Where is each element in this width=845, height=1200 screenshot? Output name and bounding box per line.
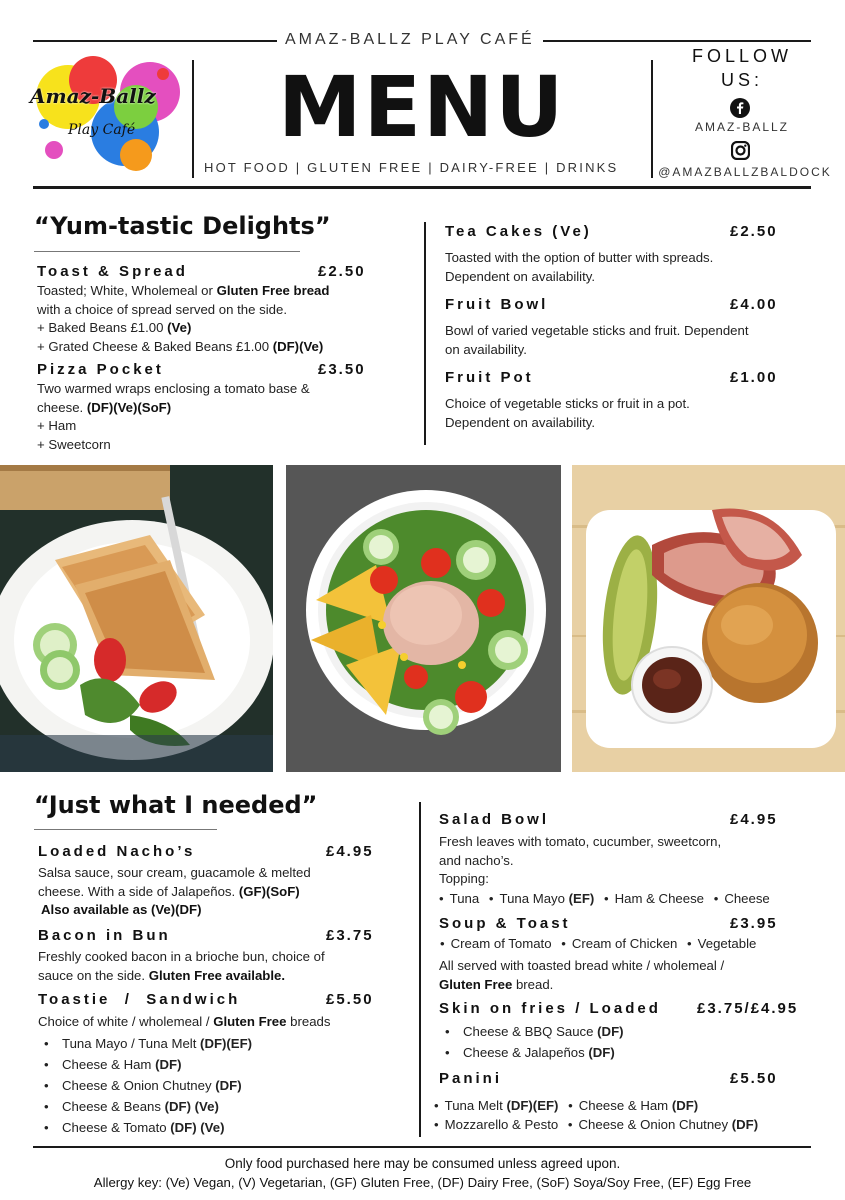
- footer-allergy-key: Allergy key: (Ve) Vegan, (V) Vegetarian, (GF) Gluten Free, (DF) Dairy Free, (SoF) Soya/Soy Free, (EF) Egg Free: [93, 1175, 752, 1190]
- item-name-bacon: Bacon in Bun: [38, 927, 171, 944]
- salad-toppings-list: • Tuna • Tuna Mayo (EF) • Ham & Cheese • Cheese: [439, 891, 770, 906]
- item-name-nachos: Loaded Nacho’s: [38, 843, 196, 860]
- section2-column-divider: [419, 802, 421, 1137]
- item-name-fruitbowl: Fruit Bowl: [445, 296, 549, 313]
- item-name-toast: Toast & Spread: [37, 263, 188, 280]
- item-name-pizza: Pizza Pocket: [37, 361, 164, 378]
- list-item: • Cheese & Onion Chutney (DF): [38, 1075, 418, 1096]
- item-desc-salad: Fresh leaves with tomato, cucumber, sweetcorn, and nacho’s. Topping:: [439, 834, 722, 887]
- instagram-handle[interactable]: @AMAZBALLZBALDOCK: [658, 165, 832, 179]
- item-price-toast: £2.50: [318, 263, 366, 280]
- item-name-toastie: Toastie / Sandwich: [38, 991, 241, 1008]
- soup-flavours-list: • Cream of Tomato • Cream of Chicken • Vegetable: [440, 936, 757, 951]
- page-title: MENU: [278, 58, 566, 156]
- item-price-soup: £3.95: [730, 915, 778, 932]
- item-price-nachos: £4.95: [326, 843, 374, 860]
- item-name-soup: Soup & Toast: [439, 915, 571, 932]
- logo-main-text: Amaz-Ballz: [30, 84, 156, 108]
- cafe-logo: [18, 52, 183, 177]
- item-name-salad: Salad Bowl: [439, 811, 550, 828]
- section1-underline: [34, 251, 300, 252]
- toastie-options-list: [38, 1033, 418, 1138]
- section1-column-divider: [424, 222, 426, 445]
- item-desc-fruitbowl: Bowl of varied vegetable sticks and fruit. Dependent on availability.: [445, 323, 749, 357]
- list-item: • Cheese & Ham (DF): [38, 1054, 418, 1075]
- item-price-teacakes: £2.50: [730, 223, 778, 240]
- logo-balls-graphic: [18, 52, 183, 177]
- fries-options-list: [439, 1021, 829, 1063]
- header-divider-left: [192, 60, 194, 178]
- item-desc-toast: Toasted; White, Wholemeal or Gluten Free bread with a choice of spread served on the side. + Baked Beans £1.00 (Ve) + Grated Cheese & Baked Beans £1.00 (DF)(Ve): [37, 283, 330, 354]
- item-desc-nachos: Salsa sauce, sour cream, guacamole & melted cheese. With a side of Jalapeños. (GF)(SoF) Also available as (Ve)(DF): [38, 865, 311, 918]
- list-item: • Cheese & Jalapeños (DF): [439, 1042, 829, 1063]
- bacon-bun-photo: [572, 465, 845, 772]
- item-price-panini: £5.50: [730, 1070, 778, 1087]
- panini-options-list: • Tuna Melt (DF)(EF) • Cheese & Ham (DF) • Mozzarello & Pesto • Cheese & Onion Chutney (DF): [434, 1098, 759, 1132]
- item-price-fruitbowl: £4.00: [730, 296, 778, 313]
- toastie-salad-photo: [0, 465, 273, 772]
- list-item: • Cheese & Beans (DF) (Ve): [38, 1096, 418, 1117]
- logo-sub-text: Play Café: [68, 122, 136, 138]
- follow-heading: [672, 44, 812, 92]
- section-title-yumtastic: “Yum-tastic Delights”: [34, 212, 331, 240]
- section-title-just-what-i-needed: “Just what I needed”: [34, 791, 318, 819]
- list-item: • Cheese & Tomato (DF) (Ve): [38, 1117, 418, 1138]
- instagram-icon[interactable]: [731, 141, 750, 160]
- menu-subtitle: HOT FOOD | GLUTEN FREE | DAIRY-FREE | DRINKS: [204, 160, 619, 175]
- tuna-salad-bowl-photo: [286, 465, 561, 772]
- item-desc-soup: All served with toasted bread white / wholemeal / Gluten Free bread.: [439, 958, 725, 992]
- facebook-handle[interactable]: AMAZ-BALLZ: [694, 120, 789, 134]
- item-price-bacon: £3.75: [326, 927, 374, 944]
- footer-consumption-note: Only food purchased here may be consumed unless agreed upon.: [224, 1156, 621, 1171]
- item-name-teacakes: Tea Cakes (Ve): [445, 223, 592, 240]
- cafe-name: AMAZ-BALLZ PLAY CAFÉ: [277, 31, 543, 49]
- item-price-fries: £3.75/£4.95: [697, 1000, 799, 1017]
- item-desc-fruitpot: Choice of vegetable sticks or fruit in a pot. Dependent on availability.: [445, 396, 690, 430]
- item-desc-pizza: Two warmed wraps enclosing a tomato base & cheese. (DF)(Ve)(SoF) + Ham + Sweetcorn: [37, 381, 310, 452]
- header-divider-right: [651, 60, 653, 178]
- follow-line-1: FOLLOW: [691, 46, 792, 66]
- item-desc-teacakes: Toasted with the option of butter with spreads. Dependent on availability.: [445, 250, 714, 284]
- section2-underline: [34, 829, 217, 830]
- follow-line-2: US:: [720, 70, 763, 90]
- item-name-fruitpot: Fruit Pot: [445, 369, 534, 386]
- footer-rule: [33, 1146, 811, 1148]
- item-price-pizza: £3.50: [318, 361, 366, 378]
- item-price-salad: £4.95: [730, 811, 778, 828]
- list-item: • Cheese & BBQ Sauce (DF): [439, 1021, 829, 1042]
- item-name-fries: Skin on fries / Loaded: [439, 1000, 661, 1017]
- item-desc-bacon: Freshly cooked bacon in a brioche bun, choice of sauce on the side. Gluten Free available.: [38, 949, 325, 983]
- item-name-panini: Panini: [439, 1070, 503, 1087]
- item-desc-toastie: Choice of white / wholemeal / Gluten Free breads: [38, 1014, 331, 1029]
- item-price-toastie: £5.50: [326, 991, 374, 1008]
- list-item: • Tuna Mayo / Tuna Melt (DF)(EF): [38, 1033, 418, 1054]
- item-price-fruitpot: £1.00: [730, 369, 778, 386]
- facebook-icon[interactable]: [730, 98, 750, 118]
- header-bottom-rule: [33, 186, 811, 189]
